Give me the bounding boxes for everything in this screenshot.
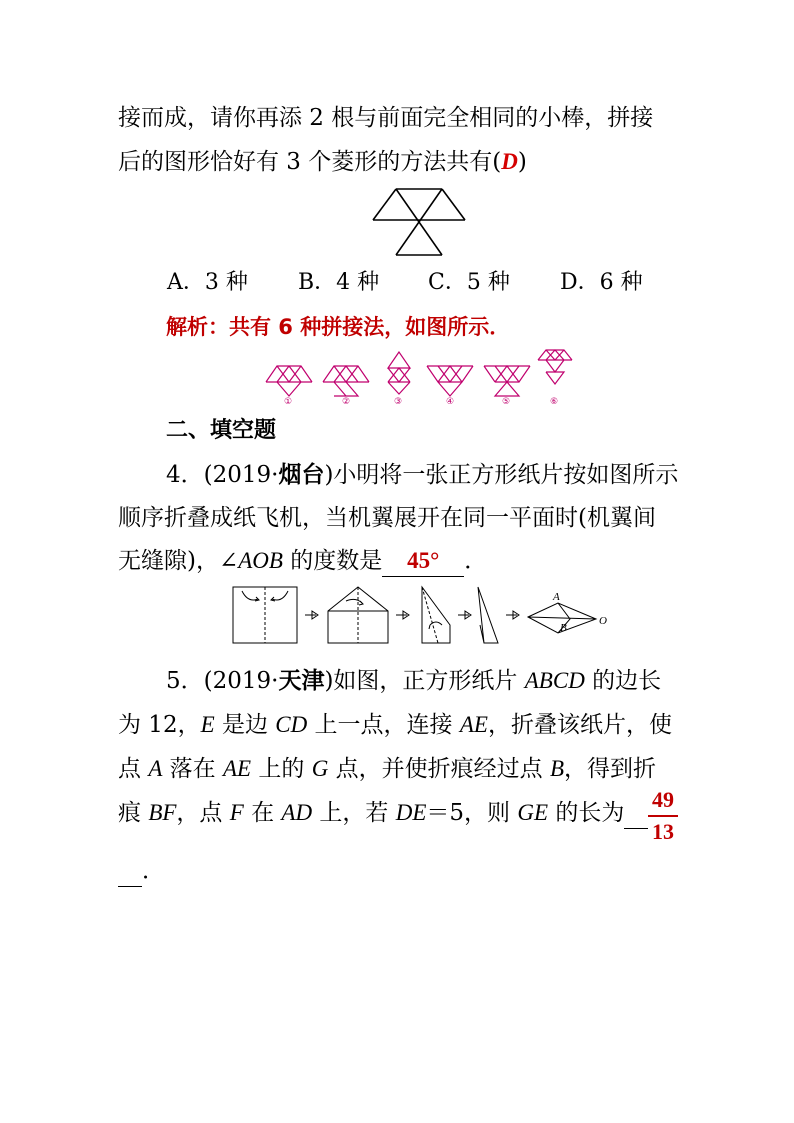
q5-var: A: [148, 756, 163, 781]
q3-line-2: [118, 147, 527, 177]
q5-var: CD: [275, 712, 308, 737]
q5-line-3: [118, 754, 656, 784]
q4-answer: 45°: [407, 548, 440, 573]
label-4: ④: [446, 397, 455, 407]
q5-text: 的长为: [548, 800, 625, 826]
q5-text: 在: [243, 800, 282, 826]
fraction-denominator: 13: [652, 819, 674, 844]
q5-var: B: [549, 756, 565, 781]
q5-text: ，得到折: [564, 756, 657, 782]
q5-var: F: [229, 800, 244, 825]
q4-line-2: 顺序折叠成纸飞机，当机翼展开在同一平面时(机翼间: [118, 505, 656, 531]
option-c: C．5 种: [428, 270, 510, 295]
section-title: 二、填空题: [166, 418, 277, 443]
option-d: D．6 种: [560, 270, 643, 295]
q5-text: 是边: [214, 712, 276, 738]
fig-left-edge: [373, 189, 396, 220]
q4-line-3-mid: 的度数是: [282, 548, 383, 574]
q4-line-3-end: ．: [464, 548, 488, 574]
q4-number: 4．(2019·: [166, 462, 279, 488]
q3-line-2-close: ): [517, 149, 527, 175]
q4-angle: AOB: [238, 548, 283, 573]
arrangement-1: [266, 366, 312, 396]
q3-analysis: 解析：共有 6 种拼接法，如图所示．: [166, 315, 511, 339]
label-A: A: [553, 591, 560, 603]
q5-var: E: [200, 712, 215, 737]
fig-right-edge: [442, 189, 465, 220]
arrangement-6: [538, 350, 572, 384]
q5-text: 为 12，: [118, 712, 201, 738]
q4-source: 烟台: [278, 462, 325, 488]
arrangement-3: [388, 352, 410, 394]
q5-text: 痕: [118, 800, 149, 826]
q5-text: 点，并使折痕经过点: [328, 756, 550, 782]
q5-var: AE: [223, 756, 252, 781]
q5-text: 的边长: [584, 668, 662, 694]
q5-answer-fraction: [648, 787, 678, 845]
arrow-2: [396, 611, 409, 619]
q5-var: G: [311, 756, 329, 781]
q5-source: 天津: [278, 668, 325, 694]
q4-line-3-text: 无缝隙)，∠: [118, 548, 239, 574]
q3-answer: D: [501, 149, 518, 174]
arrangement-5: [484, 366, 530, 396]
q3-solution-figures: [266, 348, 586, 406]
q5-var: BF: [148, 800, 177, 825]
q5-text: ，点: [176, 800, 230, 826]
q5-line-1: [166, 666, 661, 696]
q5-answer-blank-right: [118, 856, 142, 887]
q5-text: 上一点，连接: [307, 712, 460, 738]
option-a: A．3 种: [167, 270, 248, 295]
arrow-3: [458, 611, 471, 619]
q5-line-2: [118, 710, 672, 740]
option-b: B．4 种: [298, 270, 380, 295]
label-6: ⑥: [550, 397, 559, 407]
q3-line-2-text: 后的图形恰好有 3 个菱形的方法共有(: [118, 149, 502, 175]
fraction-bar: [648, 815, 678, 817]
q5-text: 上，若: [312, 800, 396, 826]
q5-text: 点: [118, 756, 149, 782]
label-5: ⑤: [502, 397, 511, 407]
q5-var: ABCD: [524, 668, 585, 693]
label-3: ③: [394, 397, 403, 407]
fraction-numerator: 49: [652, 787, 674, 812]
q4-line-1: [166, 460, 678, 490]
fold-step-4: [478, 587, 498, 643]
q5-line-5: [118, 856, 165, 887]
fold-step-3: [422, 587, 450, 643]
arrow-1: [305, 611, 318, 619]
q4-answer-blank: [382, 546, 464, 577]
q5-line-4: [118, 798, 648, 829]
q5-number: 5．(2019·: [166, 668, 279, 694]
q5-var: AD: [281, 800, 313, 825]
label-O: O: [599, 615, 607, 627]
q4-line-3: [118, 546, 487, 577]
arrangement-4: [427, 366, 473, 396]
q5-var: DE: [395, 800, 427, 825]
arrangement-2: [323, 366, 369, 396]
label-2: ②: [342, 397, 351, 407]
q5-var: AE: [459, 712, 488, 737]
q5-text: 上的: [251, 756, 312, 782]
q3-line-1: 接而成，请你再添 2 根与前面完全相同的小棒，拼接: [118, 105, 654, 131]
label-B: B: [560, 622, 567, 634]
q3-figure-triangles: [372, 188, 468, 258]
q5-text: 落在: [162, 756, 223, 782]
q5-var: GE: [517, 800, 549, 825]
q4-figure-paper-plane: [232, 585, 622, 645]
arrow-4: [506, 611, 519, 619]
q5-answer-blank-left: [624, 798, 648, 829]
q5-text: ＝5，则: [426, 800, 518, 826]
q5-end: ．: [142, 858, 165, 884]
q5-text: ，折叠该纸片，使: [487, 712, 672, 738]
q5-text: )如图，正方形纸片: [324, 668, 525, 694]
label-1: ①: [284, 397, 293, 407]
q4-line-1-text: )小明将一张正方形纸片按如图所示: [324, 462, 679, 488]
